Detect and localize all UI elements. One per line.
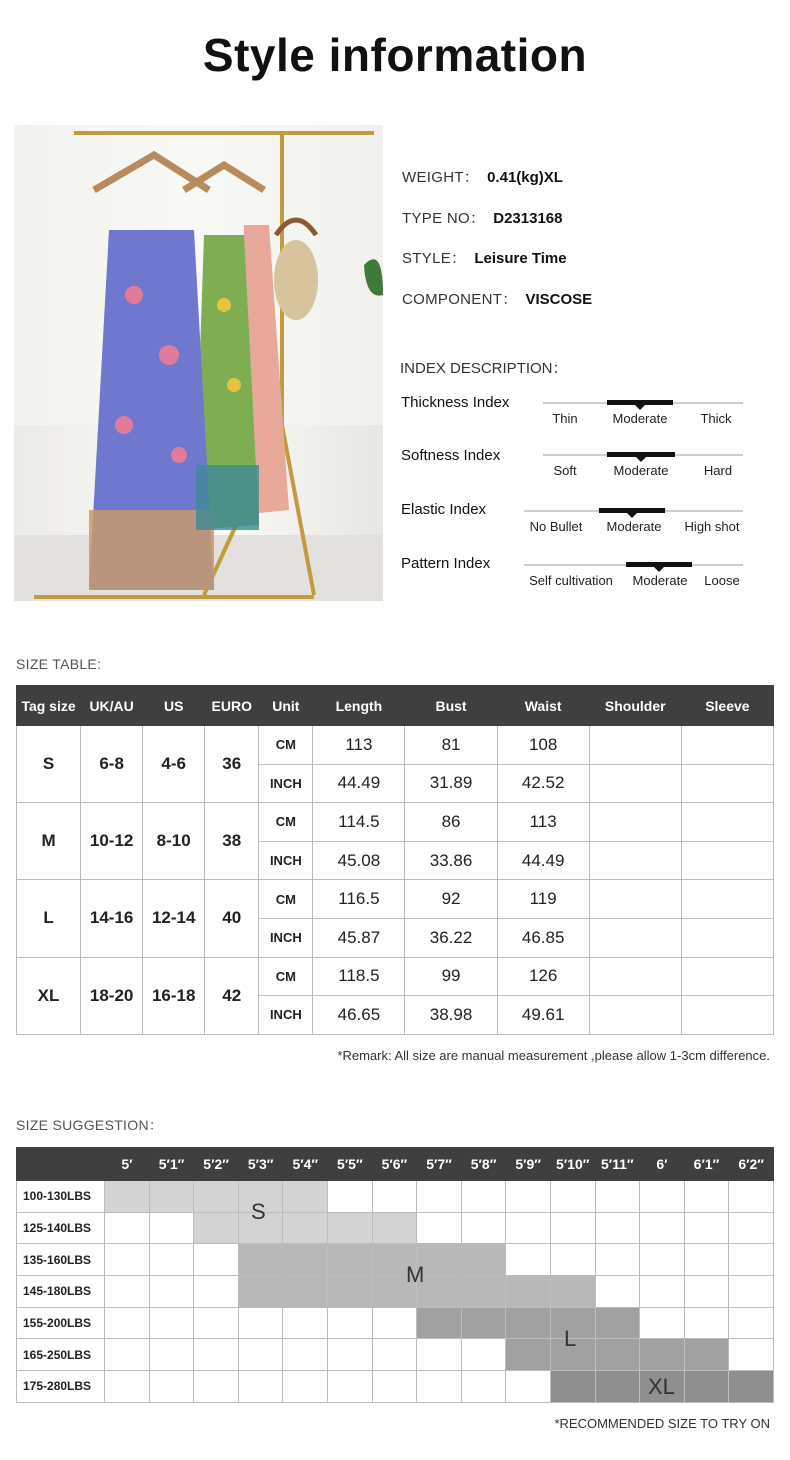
- shoulder-cell: [589, 880, 681, 919]
- suggestion-cell: [328, 1181, 373, 1213]
- shoulder-cell: [589, 841, 681, 880]
- suggestion-cell: [238, 1244, 283, 1276]
- sleeve-cell: [681, 996, 773, 1035]
- euro-cell: 42: [205, 957, 259, 1034]
- table-row: [17, 1276, 774, 1308]
- suggestion-cell: [595, 1181, 640, 1213]
- weight-cell: 125-140LBS: [17, 1212, 105, 1244]
- bust-cell: 36.22: [405, 918, 497, 957]
- pattern-opt-2: Moderate: [632, 573, 688, 588]
- bust-cell: 33.86: [405, 841, 497, 880]
- bust-cell: 31.89: [405, 764, 497, 803]
- waist-cell: 49.61: [497, 996, 589, 1035]
- elastic-opt-2: Moderate: [606, 519, 662, 534]
- suggestion-cell: [194, 1307, 239, 1339]
- us-cell: 12-14: [143, 880, 205, 957]
- softness-opt-1: Soft: [553, 463, 577, 478]
- zone-label-l: L: [564, 1326, 577, 1351]
- suggestion-cell: [149, 1212, 194, 1244]
- suggestion-cell: [461, 1244, 506, 1276]
- height-header: 5′9″: [506, 1148, 551, 1181]
- suggestion-cell: [550, 1212, 595, 1244]
- suggestion-cell: [283, 1244, 328, 1276]
- sleeve-cell: [681, 880, 773, 919]
- thickness-opt-1: Thin: [552, 411, 578, 426]
- suggestion-cell: [595, 1244, 640, 1276]
- suggestion-cell: [417, 1181, 462, 1213]
- type-no-label: TYPE NO：: [402, 210, 486, 227]
- table-row: [17, 957, 774, 996]
- thickness-opt-3: Thick: [700, 411, 732, 426]
- suggestion-cell: [238, 1307, 283, 1339]
- col-length: Length: [313, 686, 405, 726]
- suggestion-cell: [461, 1307, 506, 1339]
- length-cell: 118.5: [313, 957, 405, 996]
- recommend-note: *RECOMMENDED SIZE TO TRY ON: [554, 1416, 770, 1431]
- sleeve-cell: [681, 803, 773, 842]
- length-cell: 44.49: [313, 764, 405, 803]
- softness-index-label: Softness Index: [401, 447, 501, 464]
- table-row: [17, 1212, 774, 1244]
- suggestion-cell: [105, 1244, 150, 1276]
- sleeve-cell: [681, 726, 773, 765]
- suggestion-cell: [506, 1307, 551, 1339]
- suggestion-cell: [640, 1339, 685, 1371]
- suggestion-cell: [684, 1244, 729, 1276]
- suggestion-cell: [595, 1371, 640, 1403]
- height-header: 5′3″: [238, 1148, 283, 1181]
- shoulder-cell: [589, 996, 681, 1035]
- weight-cell: 155-200LBS: [17, 1307, 105, 1339]
- height-header: 6′1″: [684, 1148, 729, 1181]
- elastic-opt-3: High shot: [684, 519, 740, 534]
- weight-cell: 145-180LBS: [17, 1276, 105, 1308]
- suggestion-cell: [461, 1212, 506, 1244]
- suggestion-cell: [149, 1244, 194, 1276]
- pattern-scale: [524, 561, 743, 591]
- suggestion-cell: [149, 1371, 194, 1403]
- suggestion-cell: [729, 1244, 774, 1276]
- suggestion-cell: [506, 1244, 551, 1276]
- suggestion-cell: [684, 1339, 729, 1371]
- length-cell: 114.5: [313, 803, 405, 842]
- suggestion-cell: [194, 1212, 239, 1244]
- tag-size-cell: S: [17, 726, 81, 803]
- suggestion-cell: [194, 1276, 239, 1308]
- suggestion-cell: [149, 1181, 194, 1213]
- dress-illustration: [14, 125, 383, 601]
- softness-opt-3: Hard: [703, 463, 733, 478]
- bust-cell: 38.98: [405, 996, 497, 1035]
- suggestion-cell: [328, 1276, 373, 1308]
- height-header: 5′: [105, 1148, 150, 1181]
- suggestion-cell: [729, 1371, 774, 1403]
- weight-cell: 175-280LBS: [17, 1371, 105, 1403]
- shoulder-cell: [589, 764, 681, 803]
- tag-size-cell: M: [17, 803, 81, 880]
- waist-cell: 46.85: [497, 918, 589, 957]
- suggestion-cell: [640, 1181, 685, 1213]
- suggestion-cell: [550, 1276, 595, 1308]
- suggestion-cell: [684, 1307, 729, 1339]
- suggestion-cell: [328, 1244, 373, 1276]
- suggestion-cell: [194, 1244, 239, 1276]
- us-cell: 8-10: [143, 803, 205, 880]
- suggestion-cell: [328, 1212, 373, 1244]
- sleeve-cell: [681, 957, 773, 996]
- suggestion-cell: [640, 1276, 685, 1308]
- length-cell: 45.87: [313, 918, 405, 957]
- suggestion-cell: [238, 1276, 283, 1308]
- elastic-index-label: Elastic Index: [401, 501, 487, 518]
- suggestion-cell: [105, 1339, 150, 1371]
- zone-label-xl: XL: [648, 1374, 675, 1399]
- height-header: 5′7″: [417, 1148, 462, 1181]
- suggestion-cell: [283, 1212, 328, 1244]
- unit-cell: CM: [259, 726, 313, 765]
- shoulder-cell: [589, 726, 681, 765]
- unit-cell: INCH: [259, 996, 313, 1035]
- height-header: 5′5″: [328, 1148, 373, 1181]
- unit-cell: CM: [259, 803, 313, 842]
- unit-cell: INCH: [259, 841, 313, 880]
- product-photo: [14, 125, 383, 601]
- suggestion-cell: [595, 1212, 640, 1244]
- suggestion-cell: [283, 1307, 328, 1339]
- length-cell: 116.5: [313, 880, 405, 919]
- suggestion-cell: [372, 1307, 417, 1339]
- uk-au-cell: 6-8: [81, 726, 143, 803]
- length-cell: 113: [313, 726, 405, 765]
- suggestion-cell: [684, 1276, 729, 1308]
- suggestion-cell: [684, 1212, 729, 1244]
- suggestion-cell: [550, 1371, 595, 1403]
- suggestion-cell: [729, 1276, 774, 1308]
- suggestion-cell: [328, 1307, 373, 1339]
- waist-cell: 44.49: [497, 841, 589, 880]
- waist-cell: 42.52: [497, 764, 589, 803]
- col-bust: Bust: [405, 686, 497, 726]
- suggestion-cell: [595, 1339, 640, 1371]
- table-row: [17, 1339, 774, 1371]
- euro-cell: 38: [205, 803, 259, 880]
- bust-cell: 86: [405, 803, 497, 842]
- height-header: 5′8″: [461, 1148, 506, 1181]
- suggestion-cell: [595, 1276, 640, 1308]
- suggestion-cell: [238, 1339, 283, 1371]
- bust-cell: 99: [405, 957, 497, 996]
- suggestion-cell: [105, 1307, 150, 1339]
- style-label: STYLE：: [402, 250, 467, 267]
- bust-cell: 92: [405, 880, 497, 919]
- suggestion-cell: [550, 1181, 595, 1213]
- suggestion-cell: [506, 1181, 551, 1213]
- col-unit: Unit: [259, 686, 313, 726]
- euro-cell: 40: [205, 880, 259, 957]
- col-euro: EURO: [205, 686, 259, 726]
- suggestion-cell: [283, 1371, 328, 1403]
- col-tag-size: Tag size: [17, 686, 81, 726]
- suggestion-cell: [417, 1212, 462, 1244]
- table-row: [17, 1244, 774, 1276]
- suggestion-cell: [238, 1371, 283, 1403]
- height-header: 6′2″: [729, 1148, 774, 1181]
- shoulder-cell: [589, 957, 681, 996]
- type-no-row: [402, 207, 562, 228]
- component-row: [402, 288, 592, 309]
- suggestion-cell: [684, 1371, 729, 1403]
- length-cell: 45.08: [313, 841, 405, 880]
- sleeve-cell: [681, 918, 773, 957]
- suggestion-cell: [550, 1244, 595, 1276]
- thickness-scale: [543, 399, 743, 429]
- sleeve-cell: [681, 764, 773, 803]
- suggestion-cell: [461, 1276, 506, 1308]
- col-shoulder: Shoulder: [589, 686, 681, 726]
- suggestion-cell: [105, 1371, 150, 1403]
- suggestion-cell: [194, 1371, 239, 1403]
- col-waist: Waist: [497, 686, 589, 726]
- tag-size-cell: L: [17, 880, 81, 957]
- zone-label-s: S: [251, 1199, 266, 1224]
- size-suggestion-heading: SIZE SUGGESTION：: [16, 1117, 164, 1133]
- suggestion-cell: [328, 1371, 373, 1403]
- size-table: [16, 685, 774, 1035]
- suggestion-cell: [372, 1371, 417, 1403]
- waist-cell: 113: [497, 803, 589, 842]
- thickness-index-label: Thickness Index: [401, 394, 510, 411]
- pattern-opt-1: Self cultivation: [529, 573, 613, 588]
- softness-opt-2: Moderate: [613, 463, 669, 478]
- size-suggestion-table: [16, 1147, 774, 1403]
- uk-au-cell: 10-12: [81, 803, 143, 880]
- suggestion-cell: [461, 1339, 506, 1371]
- shoulder-cell: [589, 803, 681, 842]
- suggestion-cell: [729, 1339, 774, 1371]
- suggestion-cell: [595, 1307, 640, 1339]
- component-label: COMPONENT：: [402, 291, 518, 308]
- suggestion-cell: [283, 1181, 328, 1213]
- col-sleeve: Sleeve: [681, 686, 773, 726]
- uk-au-cell: 14-16: [81, 880, 143, 957]
- suggestion-cell: [640, 1244, 685, 1276]
- height-header: 5′10″: [550, 1148, 595, 1181]
- suggestion-cell: [372, 1339, 417, 1371]
- zone-label-m: M: [406, 1262, 425, 1287]
- height-header: 5′1″: [149, 1148, 194, 1181]
- weight-label: WEIGHT：: [402, 169, 480, 186]
- corner-header: [17, 1148, 105, 1181]
- suggestion-cell: [149, 1276, 194, 1308]
- weight-cell: 165-250LBS: [17, 1339, 105, 1371]
- waist-cell: 119: [497, 880, 589, 919]
- thickness-opt-2: Moderate: [612, 411, 668, 426]
- suggestion-cell: [149, 1339, 194, 1371]
- euro-cell: 36: [205, 726, 259, 803]
- pattern-opt-3: Loose: [704, 573, 740, 588]
- table-row: [17, 880, 774, 919]
- unit-cell: INCH: [259, 764, 313, 803]
- suggestion-cell: [461, 1181, 506, 1213]
- suggestion-cell: [283, 1339, 328, 1371]
- unit-cell: CM: [259, 880, 313, 919]
- suggestion-cell: [640, 1212, 685, 1244]
- table-row: [17, 1307, 774, 1339]
- suggestion-cell: [729, 1307, 774, 1339]
- suggestion-cell: [417, 1371, 462, 1403]
- suggestion-cell: [506, 1276, 551, 1308]
- height-header: 6′: [640, 1148, 685, 1181]
- suggestion-cell: [194, 1181, 239, 1213]
- index-description-heading: INDEX DESCRIPTION：: [400, 360, 568, 377]
- suggestion-cell: [729, 1212, 774, 1244]
- suggestion-cell: [194, 1339, 239, 1371]
- height-header: 5′11″: [595, 1148, 640, 1181]
- page-title: Style information: [202, 29, 588, 81]
- suggestion-cell: [283, 1276, 328, 1308]
- weight-cell: 135-160LBS: [17, 1244, 105, 1276]
- table-row: [17, 803, 774, 842]
- uk-au-cell: 18-20: [81, 957, 143, 1034]
- suggestion-cell: [105, 1276, 150, 1308]
- size-table-heading: SIZE TABLE:: [16, 656, 102, 672]
- style-row: [402, 247, 567, 268]
- suggestion-cell: [417, 1339, 462, 1371]
- unit-cell: INCH: [259, 918, 313, 957]
- size-remark: *Remark: All size are manual measurement ,please allow 1-3cm difference.: [337, 1048, 770, 1063]
- suggestion-cell: [417, 1307, 462, 1339]
- style-value: Leisure Time: [474, 250, 567, 267]
- us-cell: 16-18: [143, 957, 205, 1034]
- suggestion-cell: [328, 1339, 373, 1371]
- pattern-index-label: Pattern Index: [401, 555, 491, 572]
- tag-size-cell: XL: [17, 957, 81, 1034]
- suggestion-cell: [640, 1307, 685, 1339]
- suggestion-cell: [729, 1181, 774, 1213]
- weight-row: [402, 166, 563, 187]
- suggestion-cell: [506, 1339, 551, 1371]
- col-us: US: [143, 686, 205, 726]
- sleeve-cell: [681, 841, 773, 880]
- height-header: 5′6″: [372, 1148, 417, 1181]
- waist-cell: 126: [497, 957, 589, 996]
- type-no-value: D2313168: [493, 210, 563, 227]
- unit-cell: CM: [259, 957, 313, 996]
- suggestion-cell: [372, 1212, 417, 1244]
- col-uk-au: UK/AU: [81, 686, 143, 726]
- waist-cell: 108: [497, 726, 589, 765]
- height-header: 5′4″: [283, 1148, 328, 1181]
- component-value: VISCOSE: [525, 291, 593, 308]
- suggestion-cell: [149, 1307, 194, 1339]
- bust-cell: 81: [405, 726, 497, 765]
- table-row: [17, 1181, 774, 1213]
- elastic-scale: [524, 507, 743, 537]
- suggestion-cell: [506, 1371, 551, 1403]
- suggestion-cell: [506, 1212, 551, 1244]
- shoulder-cell: [589, 918, 681, 957]
- weight-value: 0.41(kg)XL: [487, 169, 563, 186]
- suggestion-cell: [684, 1181, 729, 1213]
- softness-scale: [543, 451, 743, 481]
- length-cell: 46.65: [313, 996, 405, 1035]
- height-header: 5′2″: [194, 1148, 239, 1181]
- suggestion-cell: [105, 1181, 150, 1213]
- table-row: [17, 726, 774, 765]
- suggestion-cell: [461, 1371, 506, 1403]
- us-cell: 4-6: [143, 726, 205, 803]
- suggestion-cell: [372, 1181, 417, 1213]
- elastic-opt-1: No Bullet: [529, 519, 583, 534]
- weight-cell: 100-130LBS: [17, 1181, 105, 1213]
- suggestion-cell: [105, 1212, 150, 1244]
